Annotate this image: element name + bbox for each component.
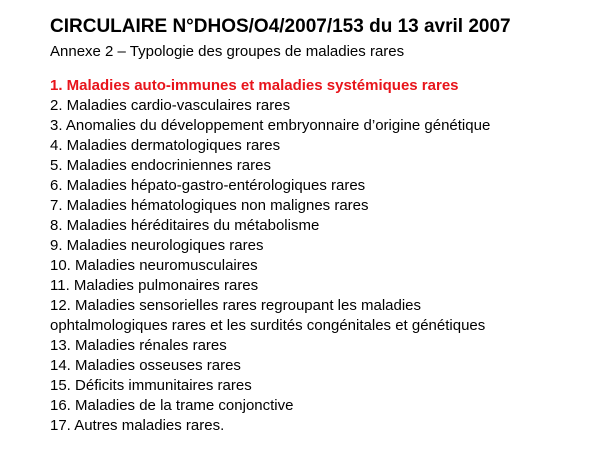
list-item: 5. Maladies endocriniennes rares xyxy=(50,157,271,174)
list-item: 3. Anomalies du développement embryonnaire d’origine génétique xyxy=(50,117,491,134)
page-title: CIRCULAIRE N°DHOS/O4/2007/153 du 13 avril 2007 xyxy=(50,16,511,37)
list-item: 9. Maladies neurologiques rares xyxy=(50,237,264,254)
list-item: 10. Maladies neuromusculaires xyxy=(50,257,258,274)
list-item: 8. Maladies héréditaires du métabolisme xyxy=(50,217,320,234)
list-item: 14. Maladies osseuses rares xyxy=(50,357,241,374)
disease-group-list xyxy=(50,76,590,436)
list-item: 4. Maladies dermatologiques rares xyxy=(50,137,281,154)
slide-content xyxy=(50,14,590,436)
list-item: 13. Maladies rénales rares xyxy=(50,337,227,354)
list-item: 17. Autres maladies rares. xyxy=(50,417,225,434)
list-item: 12. Maladies sensorielles rares regroupant les maladies xyxy=(50,297,422,314)
list-item: 7. Maladies hématologiques non malignes rares xyxy=(50,197,369,214)
list-item: 11. Maladies pulmonaires rares xyxy=(50,277,259,294)
page-subtitle: Annexe 2 – Typologie des groupes de maladies rares xyxy=(50,43,405,60)
list-item: 16. Maladies de la trame conjonctive xyxy=(50,397,294,414)
list-item: 15. Déficits immunitaires rares xyxy=(50,377,252,394)
list-item: 6. Maladies hépato-gastro-entérologiques rares xyxy=(50,177,366,194)
list-item: 2. Maladies cardio-vasculaires rares xyxy=(50,97,291,114)
list-item: ophtalmologiques rares et les surdités congénitales et génétiques xyxy=(50,317,486,334)
list-item: 1. Maladies auto-immunes et maladies systémiques rares xyxy=(50,77,459,94)
